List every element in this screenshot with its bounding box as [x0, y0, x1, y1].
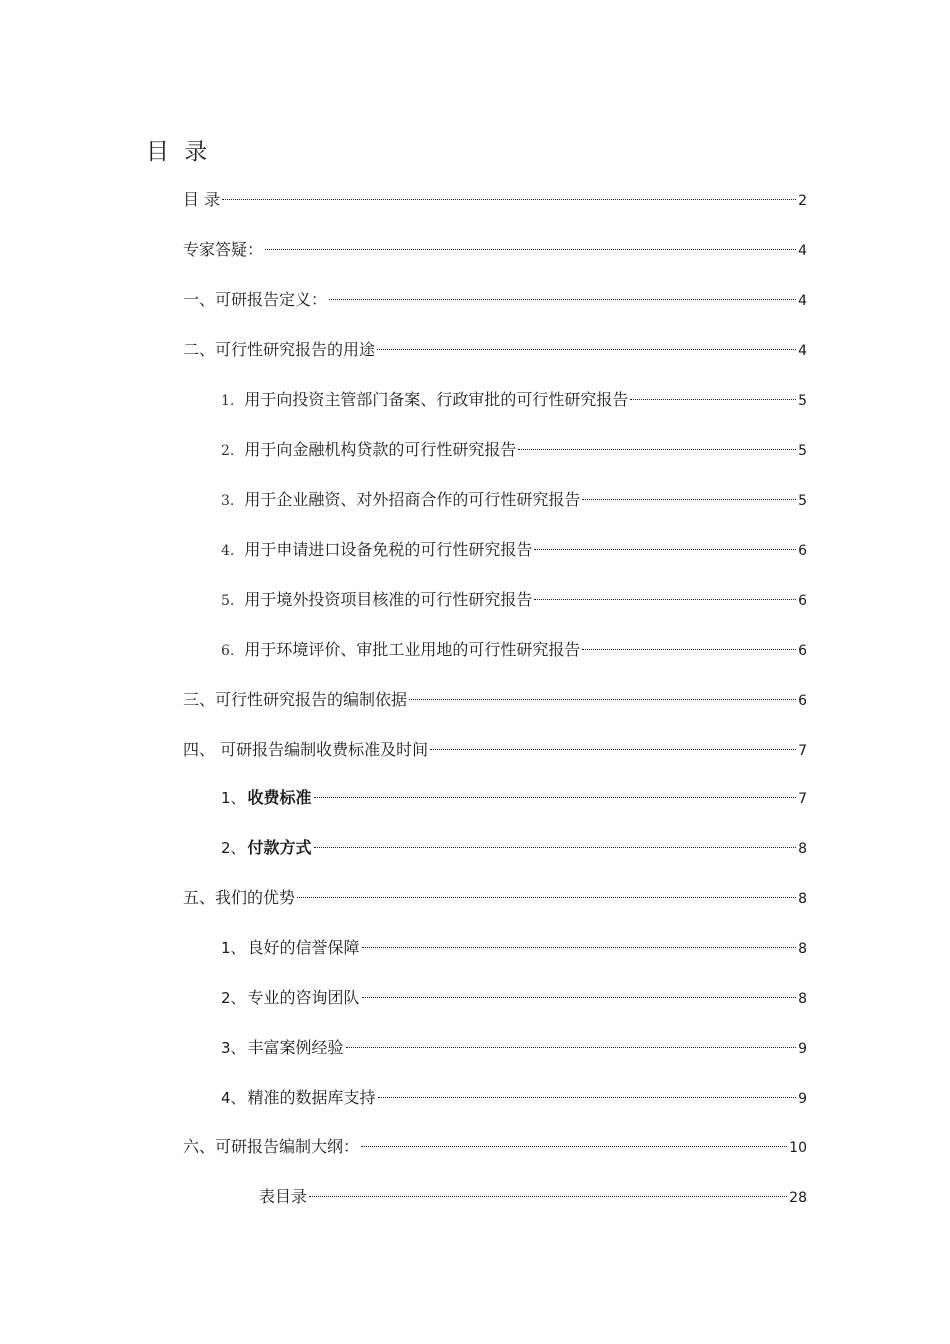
dot-leader [314, 797, 797, 798]
dot-leader [297, 897, 796, 898]
toc-entry-text: 用于申请进口设备免税的可行性研究报告 [244, 540, 533, 559]
toc-entry[interactable] [221, 986, 807, 1010]
toc-entry-text: 用于企业融资、对外招商合作的可行性研究报告 [244, 490, 581, 509]
toc-entry[interactable] [221, 438, 807, 462]
toc-entry-page: 7 [798, 791, 807, 807]
toc-entry-number: 5. [221, 593, 235, 609]
toc-entry-text: 良好的信誉保障 [247, 938, 360, 957]
toc-entry-text: 六、可研报告编制大纲： [183, 1137, 360, 1156]
toc-entry-number: 3. [221, 493, 235, 509]
toc-entry-page: 4 [798, 243, 807, 259]
dot-leader [309, 1196, 787, 1197]
toc-entry-page: 6 [798, 593, 807, 609]
toc-entry-page: 8 [798, 991, 807, 1007]
toc-entry-number: 1. [221, 393, 235, 409]
dot-leader [630, 399, 796, 400]
toc-entry-page: 4 [798, 293, 807, 309]
dot-leader [265, 249, 796, 250]
toc-entry-page: 6 [798, 543, 807, 559]
toc-entry[interactable] [221, 936, 807, 960]
toc-entry-text: 用于境外投资项目核准的可行性研究报告 [244, 590, 533, 609]
toc-entry-page: 7 [798, 743, 807, 759]
toc-entry-page: 6 [798, 693, 807, 709]
toc-entry-text: 精准的数据库支持 [247, 1088, 376, 1107]
toc-entry[interactable] [183, 738, 807, 762]
dot-leader [534, 599, 796, 600]
toc-entry-page: 5 [798, 443, 807, 459]
toc-entry[interactable] [183, 688, 807, 712]
dot-leader [534, 549, 796, 550]
toc-entry-number: 4、 [221, 1089, 246, 1107]
dot-leader [582, 649, 796, 650]
toc-entry-text: 五、我们的优势 [183, 888, 296, 907]
dot-leader [361, 1146, 787, 1147]
dot-leader [377, 349, 796, 350]
toc-entry[interactable] [183, 288, 807, 312]
dot-leader [518, 449, 796, 450]
toc-entry-page: 8 [798, 941, 807, 957]
toc-entry[interactable] [183, 886, 807, 910]
toc-entry[interactable] [221, 638, 807, 662]
dot-leader [409, 699, 796, 700]
toc-entry-text: 四、 可研报告编制收费标准及时间 [183, 740, 429, 759]
toc-entry-text: 一、可研报告定义： [183, 290, 328, 309]
toc-entry-page: 5 [798, 393, 807, 409]
toc-entry-page: 8 [798, 891, 807, 907]
toc-entry[interactable] [221, 786, 807, 810]
dot-leader [346, 1047, 797, 1048]
toc-entry[interactable] [183, 238, 807, 262]
toc-entry-page: 5 [798, 493, 807, 509]
toc-entry[interactable] [183, 188, 807, 212]
toc-entry[interactable] [183, 338, 807, 362]
toc-entry-text: 目 录 [183, 190, 221, 209]
toc-heading: 目 录 [146, 139, 212, 165]
toc-entry-number: 6. [221, 643, 235, 659]
dot-leader [362, 947, 797, 948]
toc-entry-text: 二、可行性研究报告的用途 [183, 340, 376, 359]
toc-entry-number: 1、 [221, 789, 246, 807]
dot-leader [430, 749, 796, 750]
toc-entry-number: 1、 [221, 939, 246, 957]
toc-entry-page: 2 [798, 193, 807, 209]
toc-entry[interactable] [221, 1086, 807, 1110]
toc-entry[interactable] [221, 488, 807, 512]
toc-entry-page: 9 [798, 1041, 807, 1057]
toc-entry-page: 10 [789, 1140, 807, 1156]
dot-leader [329, 299, 796, 300]
toc-entry-text: 用于向金融机构贷款的可行性研究报告 [244, 440, 517, 459]
dot-leader [378, 1097, 797, 1098]
toc-entry-page: 6 [798, 643, 807, 659]
toc-entry-number: 4. [221, 543, 235, 559]
toc-entry[interactable] [221, 588, 807, 612]
toc-entry-page: 4 [798, 343, 807, 359]
dot-leader [222, 199, 796, 200]
toc-entry[interactable] [221, 1036, 807, 1060]
toc-entry-text: 三、可行性研究报告的编制依据 [183, 690, 408, 709]
toc-entry-text: 专家答疑： [183, 240, 264, 259]
toc-entry-page: 9 [798, 1091, 807, 1107]
toc-entry-text: 用于环境评价、审批工业用地的可行性研究报告 [244, 640, 581, 659]
toc-entry-text: 用于向投资主管部门备案、行政审批的可行性研究报告 [244, 390, 629, 409]
toc-entry[interactable] [221, 836, 807, 860]
toc-entry-number: 2、 [221, 989, 246, 1007]
toc-entry[interactable] [183, 1135, 807, 1159]
toc-entry[interactable] [221, 388, 807, 412]
dot-leader [582, 499, 796, 500]
toc-entry-text: 专业的咨询团队 [247, 988, 360, 1007]
toc-entry-page: 28 [789, 1190, 807, 1206]
toc-entry[interactable] [259, 1185, 807, 1209]
toc-entry-number: 2. [221, 443, 235, 459]
toc-entry[interactable] [221, 538, 807, 562]
toc-entry-text: 丰富案例经验 [247, 1038, 344, 1057]
dot-leader [362, 997, 797, 998]
toc-entry-number: 2、 [221, 839, 246, 857]
toc-entry-text: 付款方式 [247, 838, 312, 857]
toc-entry-number: 3、 [221, 1039, 246, 1057]
toc-entry-text: 表目录 [259, 1187, 308, 1206]
toc-entry-page: 8 [798, 841, 807, 857]
toc-entry-text: 收费标准 [247, 788, 312, 807]
dot-leader [314, 847, 797, 848]
